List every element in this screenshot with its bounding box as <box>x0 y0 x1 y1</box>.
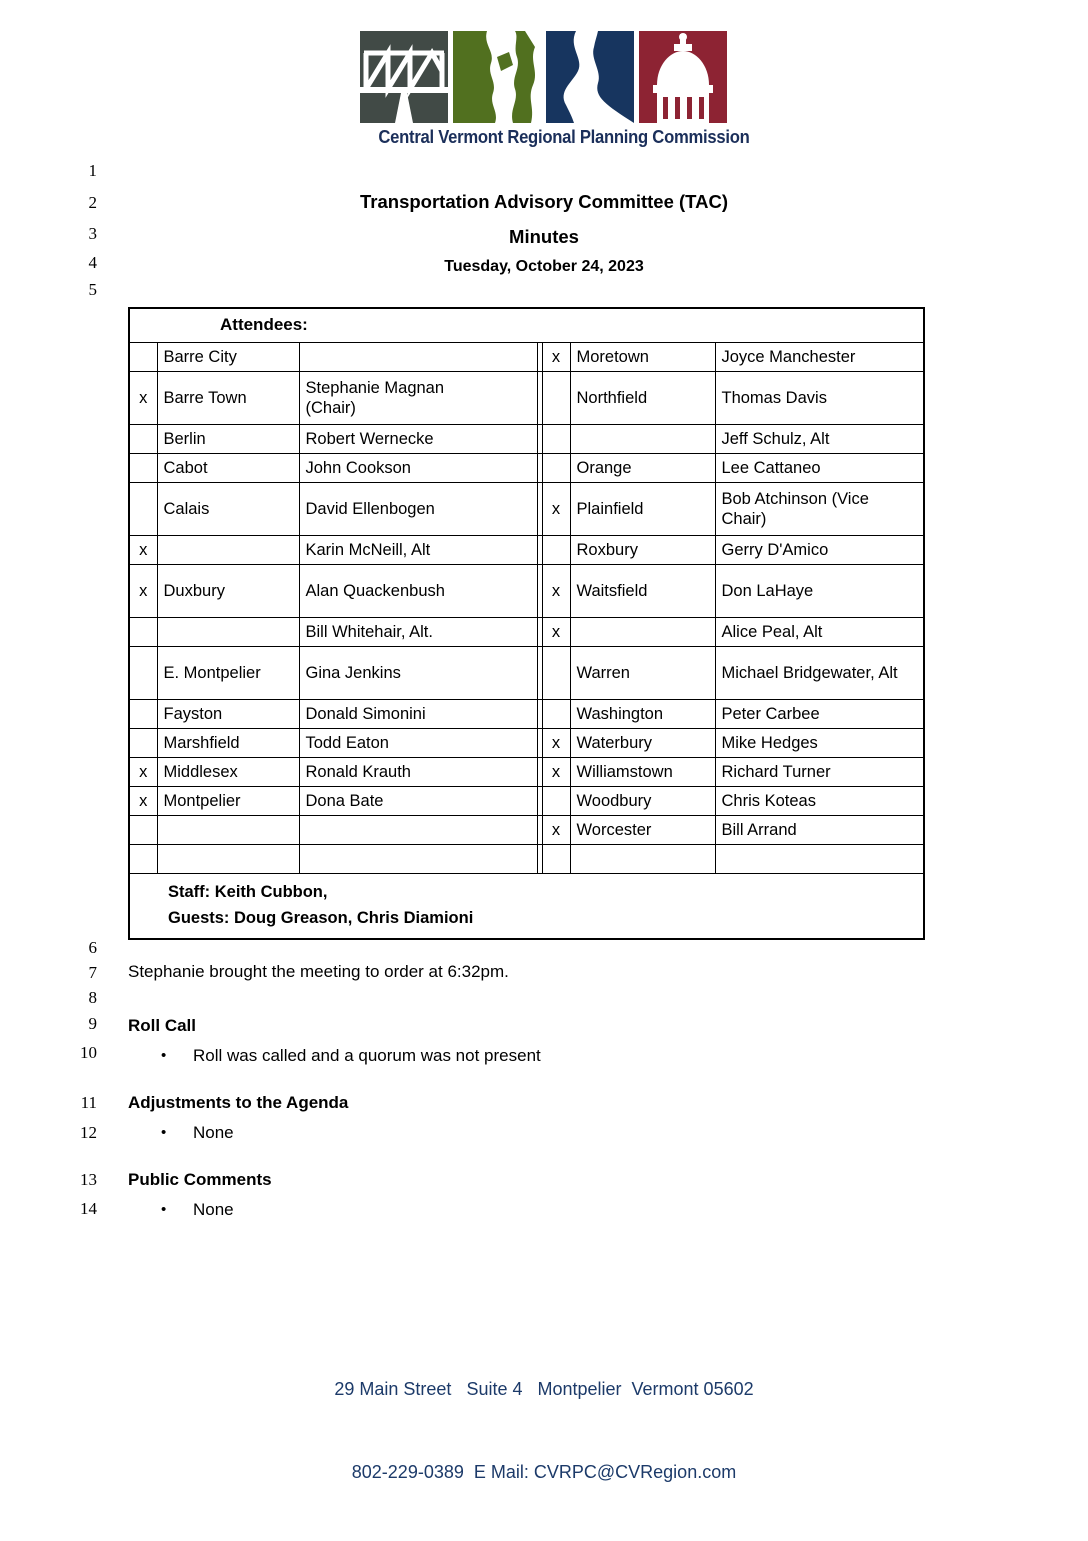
winding-road-icon <box>546 31 634 123</box>
section-heading-roll-call: Roll Call <box>128 1016 197 1035</box>
town-cell: Moretown <box>570 343 715 372</box>
bullet-text: None <box>193 1200 234 1219</box>
presence-mark: x <box>542 565 570 618</box>
presence-mark: x <box>129 565 157 618</box>
presence-mark: x <box>542 729 570 758</box>
town-cell: Washington <box>570 700 715 729</box>
town-cell: Williamstown <box>570 758 715 787</box>
table-row <box>129 787 924 816</box>
presence-mark <box>129 343 157 372</box>
section-heading-public-comments: Public Comments <box>128 1170 272 1189</box>
town-cell: E. Montpelier <box>157 647 299 700</box>
bullet-icon: • <box>161 1047 167 1064</box>
table-row <box>129 536 924 565</box>
table-row <box>129 758 924 787</box>
name-cell: Richard Turner <box>715 758 924 787</box>
name-cell: Alice Peal, Alt <box>715 618 924 647</box>
presence-mark: x <box>542 816 570 845</box>
name-cell <box>715 845 924 874</box>
table-row <box>129 343 924 372</box>
line-number: 14 <box>80 1199 97 1218</box>
guests-line: Guests: Doug Greason, Chris Diamioni <box>168 909 474 927</box>
town-cell <box>157 845 299 874</box>
town-cell: Duxbury <box>157 565 299 618</box>
presence-mark <box>542 700 570 729</box>
table-row <box>129 565 924 618</box>
bullet-icon: • <box>161 1201 167 1218</box>
line-number: 13 <box>80 1170 97 1189</box>
name-cell <box>299 343 537 372</box>
name-cell: Donald Simonini <box>299 700 537 729</box>
line-number: 4 <box>88 253 97 272</box>
name-cell: Michael Bridgewater, Alt <box>715 647 924 700</box>
town-cell <box>570 425 715 454</box>
town-cell: Waterbury <box>570 729 715 758</box>
town-cell: Northfield <box>570 372 715 425</box>
table-row <box>129 816 924 845</box>
line-number: 3 <box>88 224 97 243</box>
name-cell: Lee Cattaneo <box>715 454 924 483</box>
presence-mark: x <box>129 372 157 425</box>
name-cell: Thomas Davis <box>715 372 924 425</box>
name-cell: Gerry D'Amico <box>715 536 924 565</box>
name-cell: Chris Koteas <box>715 787 924 816</box>
name-cell: Bob Atchinson (Vice Chair) <box>715 483 924 536</box>
town-cell: Roxbury <box>570 536 715 565</box>
staff-line: Staff: Keith Cubbon, <box>168 883 328 901</box>
town-cell: Worcester <box>570 816 715 845</box>
bullet-text: None <box>193 1123 234 1142</box>
table-row <box>129 483 924 536</box>
line-number: 10 <box>80 1043 97 1062</box>
line-number: 12 <box>80 1123 97 1142</box>
town-cell <box>570 618 715 647</box>
bridge-icon <box>360 31 448 123</box>
presence-mark <box>542 425 570 454</box>
list-item <box>128 1122 928 1144</box>
logo-caption: Central Vermont Regional Planning Commission <box>378 126 750 147</box>
presence-mark <box>542 372 570 425</box>
presence-mark <box>129 816 157 845</box>
presence-mark: x <box>129 758 157 787</box>
table-row <box>129 729 924 758</box>
bullet-text: Roll was called and a quorum was not present <box>193 1046 541 1065</box>
list-item <box>128 1199 928 1221</box>
name-cell: Peter Carbee <box>715 700 924 729</box>
town-cell: Middlesex <box>157 758 299 787</box>
line-number: 2 <box>88 193 97 212</box>
table-row <box>129 454 924 483</box>
town-cell: Orange <box>570 454 715 483</box>
footer-address: 29 Main Street Suite 4 Montpelier Vermont 05602 <box>334 1379 754 1399</box>
vermont-state-icon <box>453 31 541 123</box>
line-number: 1 <box>88 161 97 180</box>
name-cell: Alan Quackenbush <box>299 565 537 618</box>
presence-mark <box>542 454 570 483</box>
town-cell <box>157 816 299 845</box>
title-block <box>0 191 1088 276</box>
table-row <box>129 425 924 454</box>
presence-mark <box>542 647 570 700</box>
name-cell: David Ellenbogen <box>299 483 537 536</box>
presence-mark <box>542 845 570 874</box>
presence-mark: x <box>542 618 570 647</box>
meeting-date: Tuesday, October 24, 2023 <box>444 258 644 275</box>
town-cell: Woodbury <box>570 787 715 816</box>
town-cell: Barre Town <box>157 372 299 425</box>
page-footer <box>0 1321 1088 1541</box>
footer-contact: 802-229-0389 E Mail: CVRPC@CVRegion.com <box>351 1461 737 1482</box>
presence-mark: x <box>129 787 157 816</box>
name-cell: John Cookson <box>299 454 537 483</box>
town-cell: Marshfield <box>157 729 299 758</box>
presence-mark: x <box>542 758 570 787</box>
minutes-body <box>128 961 928 1221</box>
presence-mark <box>129 647 157 700</box>
capitol-dome-icon <box>639 31 727 123</box>
name-cell: Stephanie Magnan (Chair) <box>299 372 537 425</box>
town-cell: Barre City <box>157 343 299 372</box>
town-cell <box>157 536 299 565</box>
town-cell: Cabot <box>157 454 299 483</box>
presence-mark <box>129 618 157 647</box>
table-row <box>129 618 924 647</box>
section-heading-adjustments: Adjustments to the Agenda <box>128 1093 349 1112</box>
name-cell: Ronald Krauth <box>299 758 537 787</box>
name-cell: Karin McNeill, Alt <box>299 536 537 565</box>
town-cell: Calais <box>157 483 299 536</box>
town-cell: Warren <box>570 647 715 700</box>
name-cell: Bill Whitehair, Alt. <box>299 618 537 647</box>
presence-mark <box>129 700 157 729</box>
presence-mark: x <box>542 343 570 372</box>
name-cell: Joyce Manchester <box>715 343 924 372</box>
name-cell: Robert Wernecke <box>299 425 537 454</box>
town-cell: Montpelier <box>157 787 299 816</box>
name-cell: Bill Arrand <box>715 816 924 845</box>
committee-title: Transportation Advisory Committee (TAC) <box>360 191 728 212</box>
name-cell <box>299 816 537 845</box>
name-cell: Mike Hedges <box>715 729 924 758</box>
presence-mark <box>129 845 157 874</box>
logo-squares <box>360 31 728 123</box>
town-cell <box>570 845 715 874</box>
attendees-header: Attendees: <box>129 308 924 343</box>
line-number: 9 <box>88 1014 97 1033</box>
presence-mark <box>542 536 570 565</box>
name-cell <box>299 845 537 874</box>
name-cell: Dona Bate <box>299 787 537 816</box>
line-number: 11 <box>80 1093 97 1112</box>
line-number: 8 <box>88 988 97 1007</box>
presence-mark: x <box>129 536 157 565</box>
line-number: 5 <box>88 280 97 299</box>
name-cell: Jeff Schulz, Alt <box>715 425 924 454</box>
name-cell: Gina Jenkins <box>299 647 537 700</box>
cvrpc-logo <box>360 31 750 148</box>
presence-mark <box>129 729 157 758</box>
town-cell: Waitsfield <box>570 565 715 618</box>
table-row <box>129 372 924 425</box>
town-cell: Fayston <box>157 700 299 729</box>
presence-mark <box>542 787 570 816</box>
staff-guests-row <box>129 874 924 940</box>
minutes-title: Minutes <box>509 226 579 247</box>
name-cell: Don LaHaye <box>715 565 924 618</box>
call-to-order-text: Stephanie brought the meeting to order at 6:32pm. <box>128 962 509 981</box>
line-number: 6 <box>88 938 97 957</box>
presence-mark <box>129 425 157 454</box>
presence-mark <box>129 454 157 483</box>
presence-mark <box>129 483 157 536</box>
town-cell: Berlin <box>157 425 299 454</box>
list-item <box>128 1045 928 1067</box>
name-cell: Todd Eaton <box>299 729 537 758</box>
table-row <box>129 700 924 729</box>
table-row <box>129 647 924 700</box>
table-row <box>129 845 924 874</box>
bullet-icon: • <box>161 1124 167 1141</box>
town-cell: Plainfield <box>570 483 715 536</box>
line-number: 7 <box>88 963 97 982</box>
attendees-table <box>128 307 925 940</box>
town-cell <box>157 618 299 647</box>
presence-mark: x <box>542 483 570 536</box>
